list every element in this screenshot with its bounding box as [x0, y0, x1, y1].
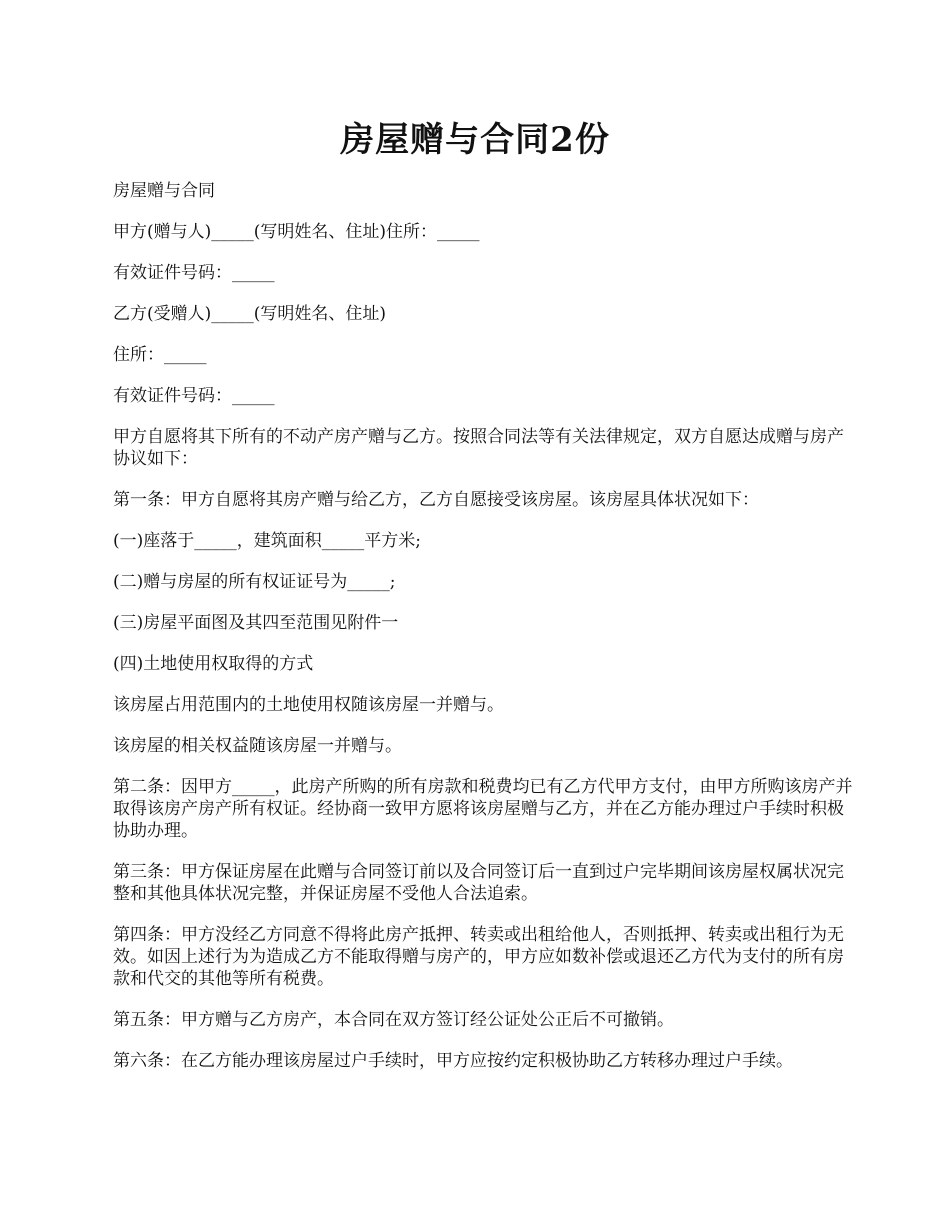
article-1-item-1: (一)座落于_____，建筑面积_____平方米; [113, 531, 421, 551]
article-1-item-4: (四)土地使用权取得的方式 [113, 654, 314, 674]
article-3: 第三条：甲方保证房屋在此赠与合同签订前以及合同签订后一直到过户完毕期间该房屋权属状况完整和其他具体状况完整，并保证房屋不受他人合法追索。 [113, 862, 844, 904]
party-b-address-line: 住所：_____ [113, 345, 207, 365]
party-a-id-line: 有效证件号码：_____ [113, 263, 275, 283]
article-1-item-3: (三)房屋平面图及其四至范围见附件一 [113, 613, 399, 633]
article-4: 第四条：甲方没经乙方同意不得将此房产抵押、转卖或出租给他人，否则抵押、转卖或出租行为无效。如因上述行为为造成乙方不能取得赠与房产的，甲方应如数补偿或退还乙方代为支付的所有房款和代交的其他等所有税费。 [113, 925, 844, 989]
rights-clause: 该房屋的相关权益随该房屋一并赠与。 [113, 736, 402, 756]
party-b-line: 乙方(受赠人)_____(写明姓名、住址) [113, 304, 387, 324]
article-5: 第五条：甲方赠与乙方房产，本合同在双方签订经公证处公正后不可撤销。 [113, 1010, 674, 1030]
document-title: 房屋赠与合同2份 [340, 120, 610, 160]
document-body [113, 180, 853, 1091]
party-a-line: 甲方(赠与人)_____(写明姓名、住址)住所：_____ [113, 222, 480, 242]
article-1: 第一条：甲方自愿将其房产赠与给乙方，乙方自愿接受该房屋。该房屋具体状况如下： [113, 490, 759, 510]
article-6: 第六条：在乙方能办理该房屋过户手续时，甲方应按约定积极协助乙方转移办理过户手续。 [113, 1051, 793, 1071]
article-2: 第二条：因甲方_____，此房产所购的所有房款和税费均已有乙方代甲方支付，由甲方所购该房产并取得该房产房产所有权证。经协商一致甲方愿将该房屋赠与乙方，并在乙方能办理过户手续时积极协助办理。 [113, 777, 853, 841]
article-1-item-2: (二)赠与房屋的所有权证证号为_____; [113, 572, 396, 592]
land-use-clause: 该房屋占用范围内的土地使用权随该房屋一并赠与。 [113, 695, 504, 715]
preamble-paragraph: 甲方自愿将其下所有的不动产房产赠与乙方。按照合同法等有关法律规定，双方自愿达成赠与房产协议如下： [113, 427, 844, 469]
party-b-id-line: 有效证件号码：_____ [113, 386, 275, 406]
contract-heading: 房屋赠与合同 [113, 181, 215, 201]
